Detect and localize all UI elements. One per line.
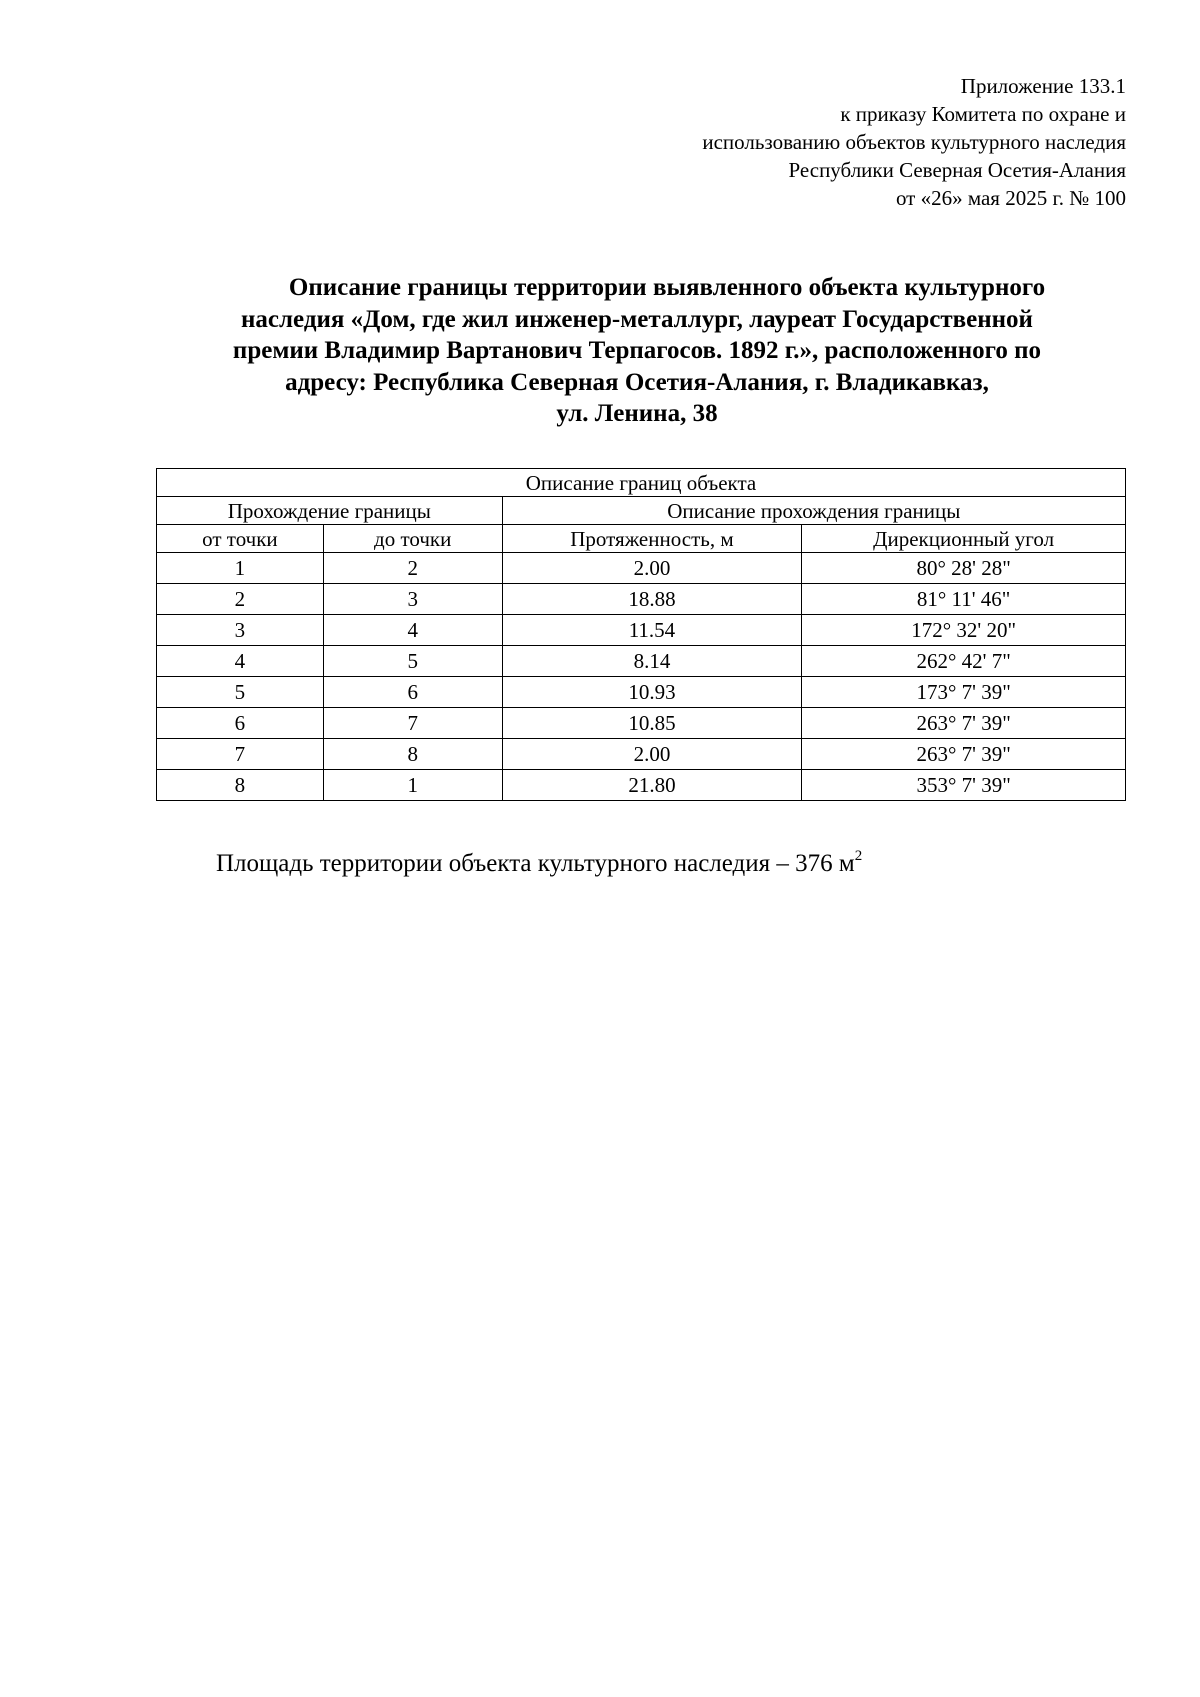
area-statement (216, 848, 862, 878)
cell-from-point: 3 (157, 615, 324, 646)
title-line-5: ул. Ленина, 38 (556, 400, 718, 427)
cell-length: 10.85 (502, 708, 802, 739)
boundary-table (156, 468, 1126, 801)
cell-length: 10.93 (502, 677, 802, 708)
column-header-angle: Дирекционный угол (802, 525, 1126, 553)
appendix-line-4: Республики Северная Осетия-Алания (788, 158, 1126, 182)
cell-length: 18.88 (502, 584, 802, 615)
column-header-length: Протяженность, м (502, 525, 802, 553)
cell-angle: 262° 42' 7" (802, 646, 1126, 677)
appendix-line-3: использованию объектов культурного наследия (702, 130, 1126, 154)
cell-from-point: 8 (157, 770, 324, 801)
table-row (157, 677, 1126, 708)
document-title (150, 272, 1124, 430)
table-row (157, 615, 1126, 646)
cell-length: 8.14 (502, 646, 802, 677)
cell-to-point: 4 (323, 615, 502, 646)
group-header-passage: Прохождение границы (157, 497, 503, 525)
cell-to-point: 7 (323, 708, 502, 739)
appendix-header (702, 72, 1126, 212)
cell-to-point: 3 (323, 584, 502, 615)
table-row (157, 584, 1126, 615)
group-header-description: Описание прохождения границы (502, 497, 1125, 525)
cell-angle: 173° 7' 39" (802, 677, 1126, 708)
cell-from-point: 7 (157, 739, 324, 770)
cell-angle: 353° 7' 39" (802, 770, 1126, 801)
cell-to-point: 1 (323, 770, 502, 801)
table-group-row (157, 497, 1126, 525)
appendix-line-2: к приказу Комитета по охране и (840, 102, 1126, 126)
table-row (157, 739, 1126, 770)
cell-to-point: 5 (323, 646, 502, 677)
cell-from-point: 2 (157, 584, 324, 615)
column-header-from: от точки (157, 525, 324, 553)
cell-angle: 263° 7' 39" (802, 708, 1126, 739)
cell-to-point: 2 (323, 553, 502, 584)
cell-to-point: 6 (323, 677, 502, 708)
cell-to-point: 8 (323, 739, 502, 770)
area-text: Площадь территории объекта культурного наследия – 376 м (216, 850, 855, 877)
title-line-3: премии Владимир Вартанович Терпагосов. 1892 г.», расположенного по (232, 337, 1042, 364)
title-line-4: адресу: Республика Северная Осетия-Алания, г. Владикавказ, (285, 368, 989, 396)
cell-length: 11.54 (502, 615, 802, 646)
table-row (157, 553, 1126, 584)
table-column-header-row (157, 525, 1126, 553)
cell-angle: 172° 32' 20" (802, 615, 1126, 646)
title-line-2: наследия «Дом, где жил инженер-металлург, лауреат Государственной (241, 305, 1033, 333)
cell-from-point: 6 (157, 708, 324, 739)
cell-length: 21.80 (502, 770, 802, 801)
table-caption: Описание границ объекта (157, 469, 1126, 497)
cell-angle: 80° 28' 28" (802, 553, 1126, 584)
cell-length: 2.00 (502, 739, 802, 770)
table-row (157, 708, 1126, 739)
table-row (157, 770, 1126, 801)
appendix-line-5: от «26» мая 2025 г. № 100 (895, 186, 1126, 210)
cell-length: 2.00 (502, 553, 802, 584)
area-unit-superscript: 2 (854, 848, 863, 864)
cell-angle: 81° 11' 46" (802, 584, 1126, 615)
appendix-line-1: Приложение 133.1 (960, 74, 1126, 98)
table-row (157, 646, 1126, 677)
cell-angle: 263° 7' 39" (802, 739, 1126, 770)
cell-from-point: 5 (157, 677, 324, 708)
column-header-to: до точки (323, 525, 502, 553)
title-line-1: Описание границы территории выявленного объекта культурного (288, 274, 1046, 301)
cell-from-point: 4 (157, 646, 324, 677)
table-caption-row (157, 469, 1126, 497)
cell-from-point: 1 (157, 553, 324, 584)
